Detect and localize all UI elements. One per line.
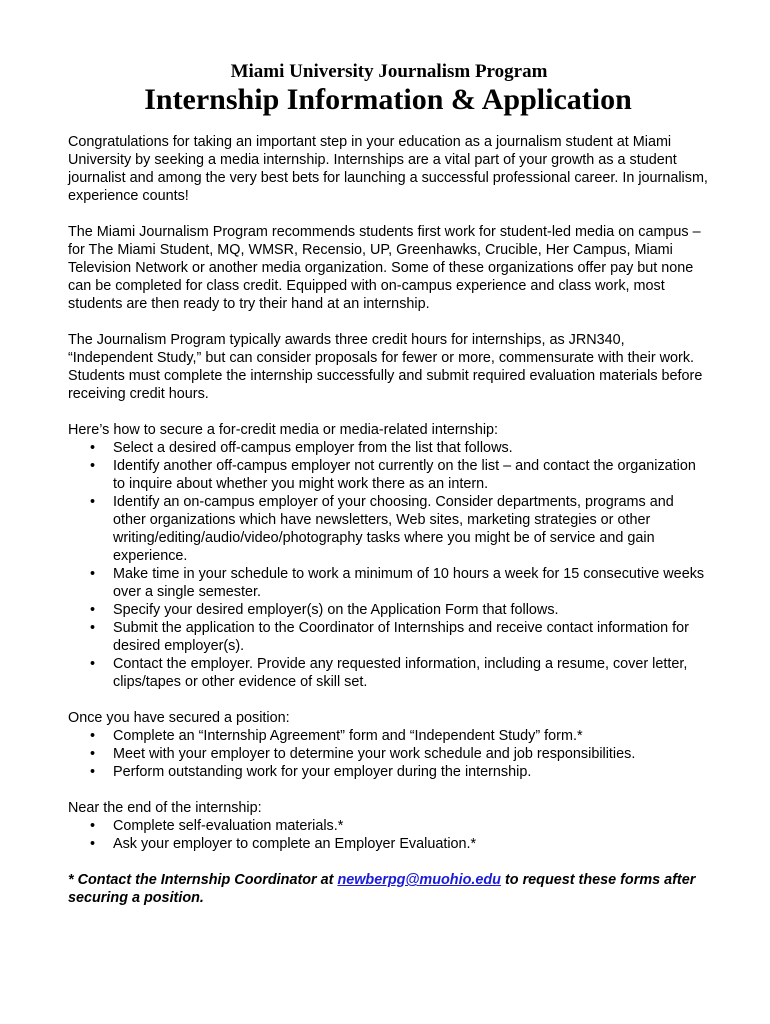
footnote <box>68 871 708 907</box>
list-item: • Select a desired off-campus employer from the list that follows. <box>90 440 513 456</box>
intro-paragraph-2: The Miami Journalism Program recommends students first work for student-led media on campus – for The Miami Student, MQ, WMSR, Recensio, UP, Greenhawks, Crucible, Her Campus, Miami Television Network or another media organization. Some of these organizations offer pay but none can be completed for class credit. Equipped with on-campus experience and class work, most students are then ready to try their hand at an internship. <box>68 224 701 312</box>
list-item: • Contact the employer. Provide any requested information, including a resume, cover letter, clips/tapes or other evidence of skill set. <box>90 656 688 690</box>
list-item: • Identify an on-campus employer of your choosing. Consider departments, programs and other organizations which have newsletters, Web sites, marketing strategies or other writing/editing/audio/video/photography tasks where you might be of service and gain experience. <box>90 494 674 564</box>
footnote-prefix: * Contact the Internship Coordinator at <box>68 872 338 888</box>
bullet-icon: • <box>90 746 96 762</box>
intro-paragraph-1: Congratulations for taking an important step in your education as a journalism student at Miami University by seeking a media internship. Internships are a vital part of your growth as a student journalist and among the very best bets for launching a successful professional career. In journalism, experience counts! <box>68 134 708 204</box>
secure-heading: Here’s how to secure a for-credit media or media-related internship: <box>68 422 499 438</box>
bullet-icon: • <box>90 656 96 672</box>
bullet-icon: • <box>90 764 96 780</box>
secured-heading: Once you have secured a position: <box>68 710 290 726</box>
bullet-icon: • <box>90 728 96 744</box>
bullet-icon: • <box>90 440 96 456</box>
list-item: • Make time in your schedule to work a minimum of 10 hours a week for 15 consecutive weeks over a single semester. <box>90 566 705 600</box>
bullet-icon: • <box>90 458 96 474</box>
list-item: • Submit the application to the Coordinator of Internships and receive contact information for desired employer(s). <box>90 620 689 654</box>
bullet-icon: • <box>90 818 96 834</box>
list-item: • Perform outstanding work for your employer during the internship. <box>90 764 532 780</box>
secure-list <box>68 439 708 691</box>
secured-list <box>68 727 708 781</box>
bullet-icon: • <box>90 566 96 582</box>
bullet-icon: • <box>90 620 96 636</box>
footnote-suffix: to request these forms after securing a position. <box>68 872 696 906</box>
end-heading: Near the end of the internship: <box>68 800 262 816</box>
program-subtitle: Miami University Journalism Program <box>230 61 548 82</box>
end-list <box>68 817 708 853</box>
page-title: Internship Information & Application <box>144 83 632 116</box>
bullet-icon: • <box>90 836 96 852</box>
document-page <box>68 60 708 907</box>
coordinator-email-link[interactable]: newberpg@muohio.edu <box>337 872 501 888</box>
intro-paragraph-3: The Journalism Program typically awards three credit hours for internships, as JRN340, “Independent Study,” but can consider proposals for fewer or more, commensurate with their work. Students must complete the internship successfully and submit required evaluation materials before receiving credit hours. <box>68 332 703 402</box>
list-item: • Identify another off-campus employer not currently on the list – and contact the organization to inquire about whether you might work there as an intern. <box>90 458 696 492</box>
list-item: • Complete self-evaluation materials.* <box>90 818 344 834</box>
list-item: • Complete an “Internship Agreement” form and “Independent Study” form.* <box>90 728 583 744</box>
bullet-icon: • <box>90 602 96 618</box>
list-item: • Ask your employer to complete an Employer Evaluation.* <box>90 836 477 852</box>
bullet-icon: • <box>90 494 96 510</box>
list-item: • Specify your desired employer(s) on the Application Form that follows. <box>90 602 559 618</box>
list-item: • Meet with your employer to determine your work schedule and job responsibilities. <box>90 746 636 762</box>
